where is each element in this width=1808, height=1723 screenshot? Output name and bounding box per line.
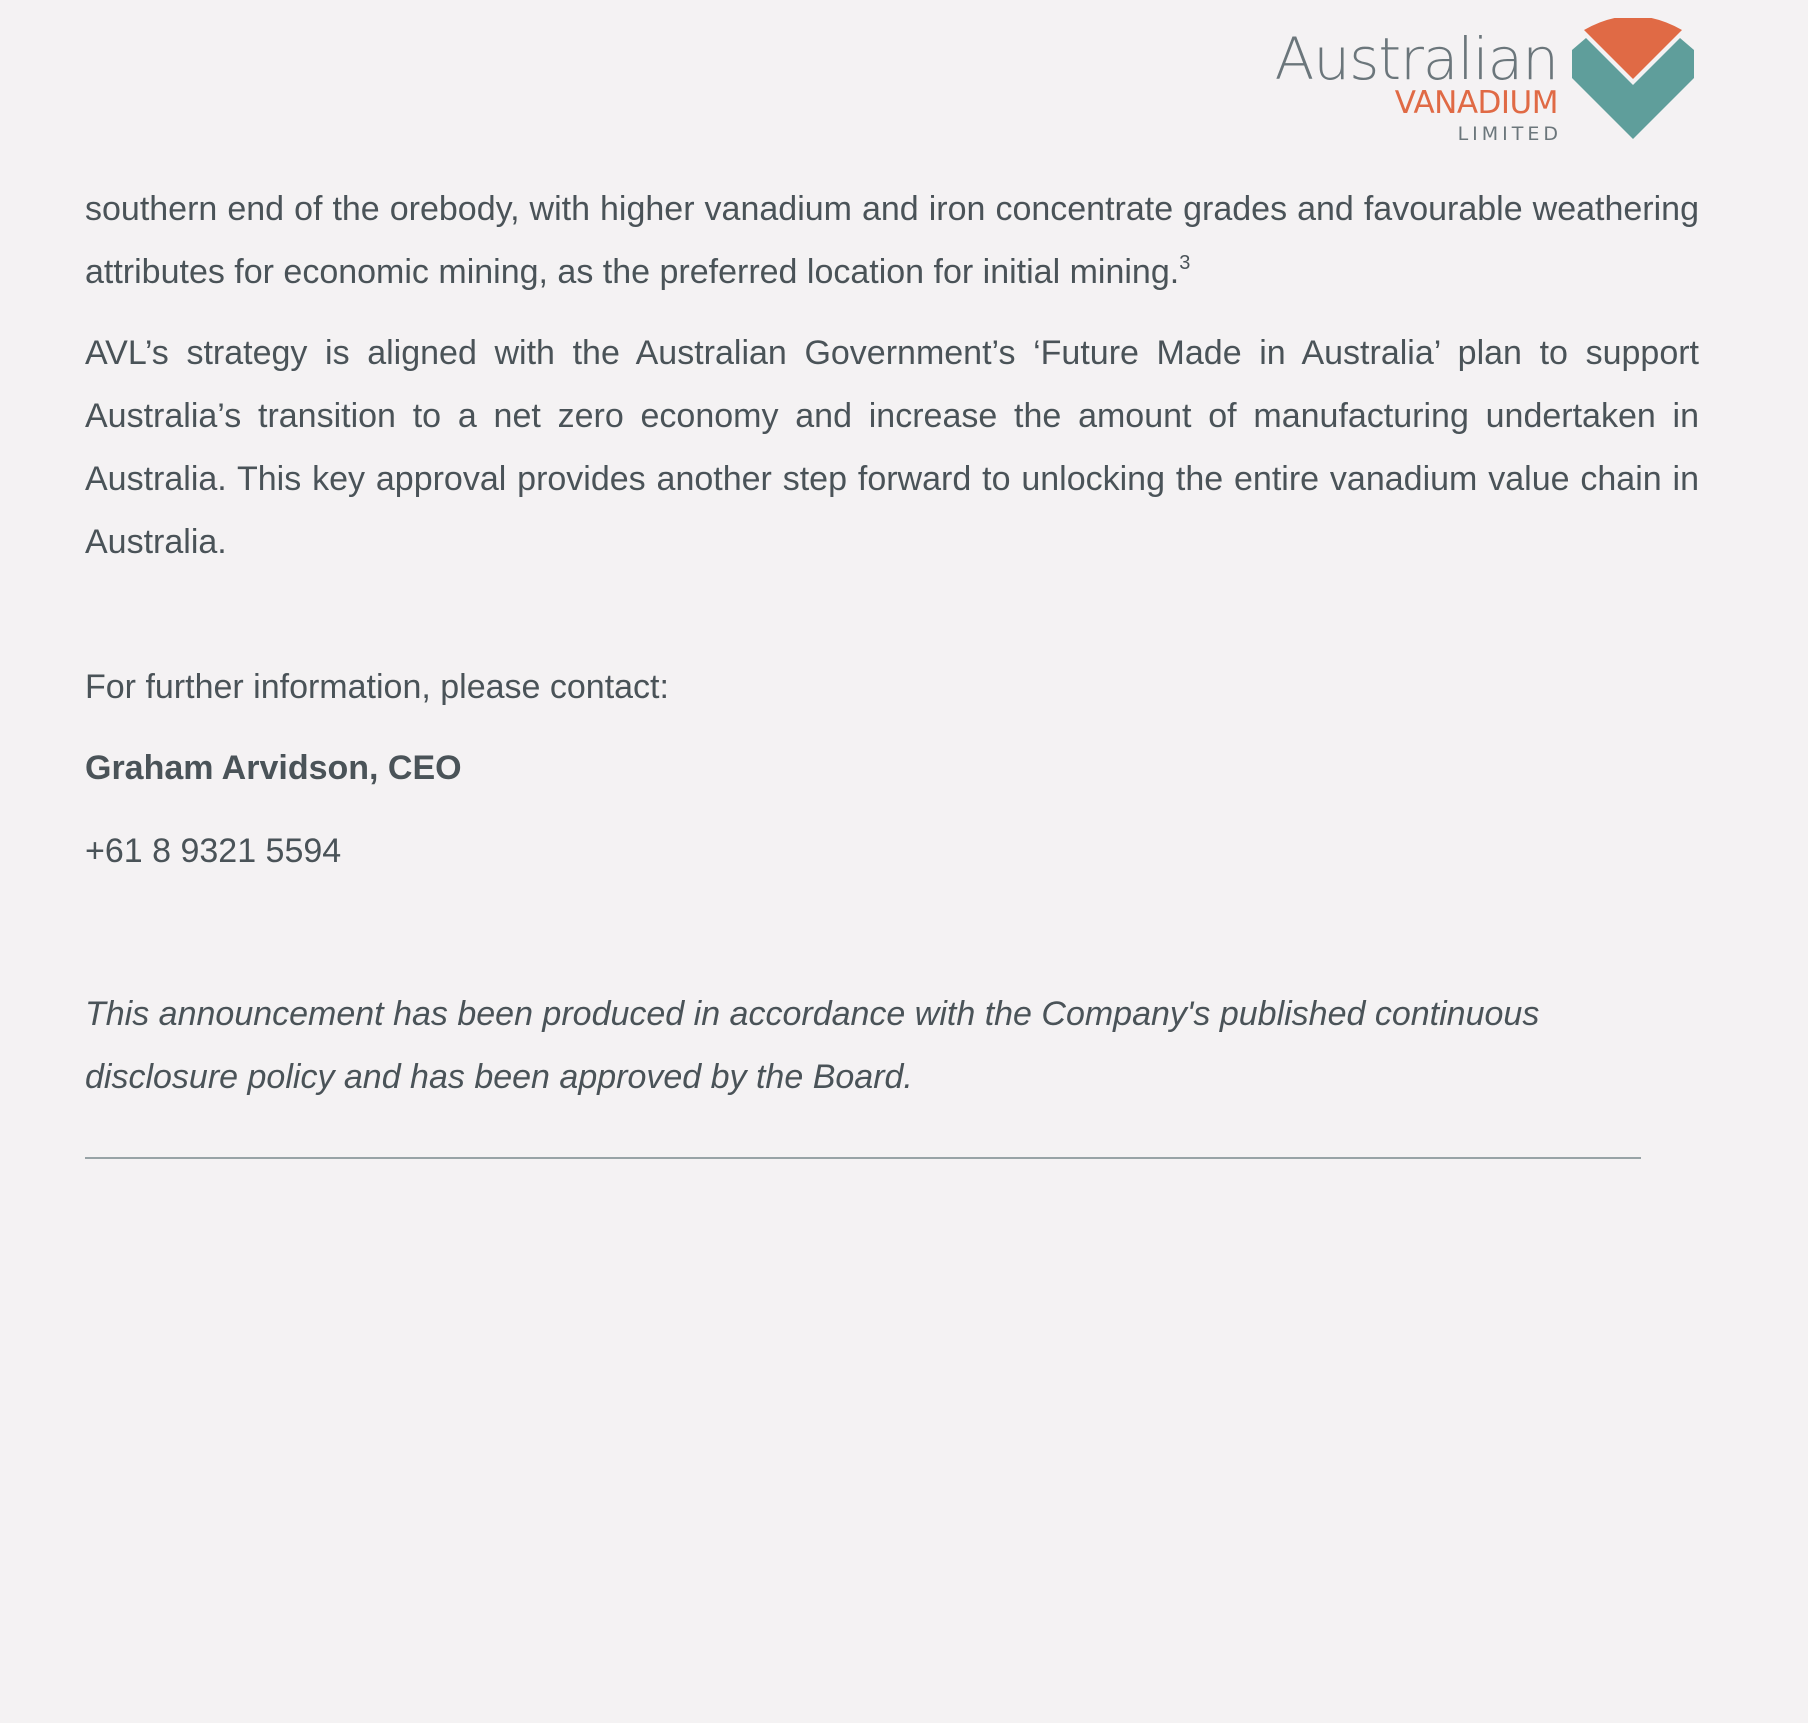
- company-logo: [1275, 18, 1694, 144]
- contact-name: Graham Arvidson, CEO: [85, 749, 462, 787]
- body-paragraph-1: [85, 178, 1699, 304]
- logo-word-limited: LIMITED: [1457, 123, 1562, 145]
- body-paragraph-1-text: southern end of the orebody, with higher vanadium and iron concentrate grades and favourable weathering attributes for economic mining, as the preferred location for initial mining.: [85, 190, 1699, 291]
- document-body: [85, 178, 1699, 1109]
- contact-intro: For further information, please contact:: [85, 668, 669, 706]
- body-paragraph-2: AVL’s strategy is aligned with the Australian Government’s ‘Future Made in Australia’ plan to support Australia’s transition to a net zero economy and increase the amount of manufacturing undertaken in Australia. This key approval provides another step forward to unlocking the entire vanadium value chain in Australia.: [85, 334, 1699, 561]
- disclaimer: This announcement has been produced in accordance with the Company's published continuous disclosure policy and has been approved by the Board.: [85, 995, 1540, 1096]
- contact-phone: +61 8 9321 5594: [85, 832, 342, 870]
- logo-wordmark: [1274, 18, 1562, 145]
- vanadium-v-logo-icon: [1572, 18, 1694, 140]
- footer-divider: [85, 1157, 1641, 1159]
- logo-word-australian: Australian: [1274, 25, 1558, 93]
- footnote-reference: 3: [1179, 252, 1191, 274]
- logo-word-vanadium: VANADIUM: [1394, 85, 1558, 121]
